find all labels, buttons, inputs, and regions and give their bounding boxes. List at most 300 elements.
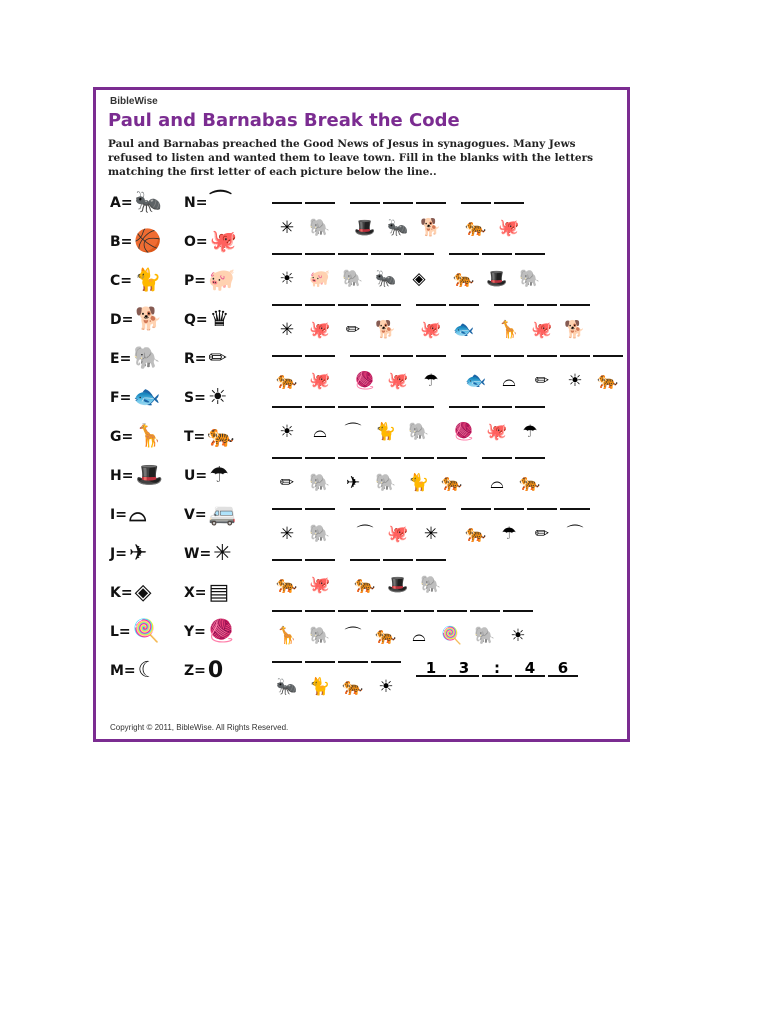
- letter-cell: [461, 508, 491, 544]
- key-label: U=: [184, 468, 208, 484]
- octopus-icon: 🐙: [420, 320, 442, 340]
- answer-blank[interactable]: [272, 406, 302, 422]
- letter-cell: [371, 457, 401, 493]
- queen-icon: ♛: [209, 307, 230, 332]
- letter-cell: [305, 355, 335, 391]
- answer-blank[interactable]: [494, 355, 524, 371]
- key-label: C=: [110, 273, 133, 289]
- letter-cell: [305, 253, 335, 289]
- answer-blank[interactable]: [371, 406, 401, 422]
- key-label: Z=: [184, 663, 206, 679]
- answer-blank[interactable]: [305, 661, 335, 677]
- key-label: F=: [110, 390, 132, 406]
- answer-blank[interactable]: [470, 610, 500, 626]
- answer-blank[interactable]: [272, 304, 302, 320]
- puzzle-row: [272, 457, 548, 493]
- answer-blank[interactable]: [560, 355, 590, 371]
- octopus-icon: 🐙: [498, 218, 520, 238]
- answer-blank[interactable]: [383, 559, 413, 575]
- spacer: [416, 677, 446, 697]
- elephant-icon: 🐘: [309, 473, 331, 493]
- answer-blank[interactable]: [494, 202, 524, 218]
- answer-blank[interactable]: [272, 457, 302, 473]
- key-x: [184, 582, 229, 604]
- verse-number: [548, 661, 578, 697]
- net-icon: ⌒: [566, 524, 584, 544]
- answer-blank[interactable]: [272, 661, 302, 677]
- answer-blank[interactable]: [272, 610, 302, 626]
- octopus-icon: 🐙: [309, 575, 331, 595]
- letter-cell: [527, 304, 557, 340]
- cat-icon: 🐈: [408, 473, 430, 493]
- sun-icon: ☀: [510, 626, 526, 646]
- answer-blank[interactable]: [494, 304, 524, 320]
- ant-icon: 🐜: [134, 190, 162, 215]
- hat-icon: 🎩: [387, 575, 409, 595]
- worksheet: [93, 87, 630, 742]
- kite-icon: ◈: [134, 580, 152, 605]
- tiger-icon: 🐅: [354, 575, 376, 595]
- puzzle-row: [272, 559, 449, 595]
- web-icon: ✳: [279, 320, 295, 340]
- tiger-icon: 🐅: [453, 269, 475, 289]
- verse-digit: 4: [515, 661, 545, 677]
- key-f: [110, 387, 161, 409]
- letter-cell: [404, 406, 434, 442]
- umbrella-icon: ☂: [423, 371, 439, 391]
- key-label: J=: [110, 546, 127, 562]
- answer-blank[interactable]: [338, 304, 368, 320]
- key-label: L=: [110, 624, 131, 640]
- elephant-icon: 🐘: [474, 626, 496, 646]
- letter-cell: [494, 508, 524, 544]
- letter-cell: [404, 610, 434, 646]
- letter-cell: [305, 508, 335, 544]
- web-icon: ✳: [279, 218, 295, 238]
- octopus-icon: 🐙: [387, 524, 409, 544]
- tiger-icon: 🐅: [597, 371, 619, 391]
- fish-icon: 🐟: [453, 320, 475, 340]
- answer-blank[interactable]: [305, 457, 335, 473]
- fish-icon: 🐟: [133, 385, 161, 410]
- van-icon: 🚐: [208, 502, 236, 527]
- answer-blank[interactable]: [305, 304, 335, 320]
- answer-blank[interactable]: [527, 355, 557, 371]
- answer-blank[interactable]: [383, 202, 413, 218]
- key-c: [110, 270, 161, 292]
- web-icon: ✳: [213, 541, 232, 566]
- tiger-icon: 🐅: [519, 473, 541, 493]
- moon-icon: ☾: [137, 658, 158, 683]
- answer-blank[interactable]: [494, 508, 524, 524]
- answer-blank[interactable]: [527, 508, 557, 524]
- puzzle-row: [272, 508, 593, 544]
- key-m: [110, 660, 157, 682]
- elephant-icon: 🐘: [375, 473, 397, 493]
- fish-icon: 🐟: [465, 371, 487, 391]
- key-j: [110, 543, 147, 565]
- letter-cell: [449, 406, 479, 442]
- key-h: [110, 465, 163, 487]
- answer-blank[interactable]: [383, 355, 413, 371]
- letter-cell: [527, 508, 557, 544]
- answer-blank[interactable]: [461, 355, 491, 371]
- hat-icon: 🎩: [486, 269, 508, 289]
- puzzle-row: [272, 202, 527, 238]
- letter-cell: [437, 610, 467, 646]
- letter-cell: [482, 253, 512, 289]
- answer-blank[interactable]: [272, 253, 302, 269]
- answer-blank[interactable]: [338, 457, 368, 473]
- elephant-icon: 🐘: [342, 269, 364, 289]
- octopus-icon: 🐙: [387, 371, 409, 391]
- dog-icon: 🐕: [375, 320, 397, 340]
- puzzle-row: [272, 355, 626, 391]
- letter-cell: [338, 253, 368, 289]
- answer-blank[interactable]: [350, 508, 380, 524]
- umbrella-icon: ☂: [501, 524, 517, 544]
- answer-blank[interactable]: [515, 406, 545, 422]
- spacer: [482, 677, 512, 697]
- elephant-icon: 🐘: [420, 575, 442, 595]
- letter-cell: [371, 253, 401, 289]
- letter-cell: [470, 610, 500, 646]
- letter-cell: [305, 406, 335, 442]
- umbrella-icon: ☂: [522, 422, 538, 442]
- answer-blank[interactable]: [527, 304, 557, 320]
- answer-blank[interactable]: [404, 457, 434, 473]
- cat-icon: 🐈: [134, 268, 162, 293]
- lollipop-icon: 🍭: [132, 619, 161, 644]
- key-b: [110, 231, 162, 253]
- pig-icon: 🐖: [309, 269, 331, 289]
- letter-cell: [383, 559, 413, 595]
- letter-cell: [338, 406, 368, 442]
- tiger-icon: 🐅: [465, 524, 487, 544]
- giraffe-icon: 🦒: [498, 320, 520, 340]
- hat-icon: 🎩: [135, 463, 163, 488]
- answer-blank[interactable]: [383, 508, 413, 524]
- key-o: [184, 231, 237, 253]
- key-label: B=: [110, 234, 133, 250]
- answer-blank[interactable]: [272, 559, 302, 575]
- igloo-icon: ⌓: [502, 371, 516, 391]
- elephant-icon: 🐘: [133, 346, 161, 371]
- answer-blank[interactable]: [272, 355, 302, 371]
- answer-blank[interactable]: [350, 202, 380, 218]
- letter-cell: [404, 253, 434, 289]
- key-label: W=: [184, 546, 212, 562]
- key-label: K=: [110, 585, 133, 601]
- octopus-icon: 🐙: [531, 320, 553, 340]
- tiger-icon: 🐅: [276, 575, 298, 595]
- puzzle-row: [272, 661, 581, 697]
- letter-cell: [515, 253, 545, 289]
- key-label: P=: [184, 273, 206, 289]
- tiger-icon: 🐅: [207, 424, 235, 449]
- answer-blank[interactable]: [350, 355, 380, 371]
- answer-blank[interactable]: [371, 610, 401, 626]
- letter-cell: [416, 355, 446, 391]
- letter-cell: [437, 457, 467, 493]
- answer-blank[interactable]: [416, 559, 446, 575]
- verse-digit: 1: [416, 661, 446, 677]
- yarn-icon: 🧶: [453, 422, 475, 442]
- letter-cell: [305, 202, 335, 238]
- answer-blank[interactable]: [461, 202, 491, 218]
- lollipop-icon: 🍭: [441, 626, 463, 646]
- answer-blank[interactable]: [482, 457, 512, 473]
- tiger-icon: 🐅: [342, 677, 364, 697]
- answer-blank[interactable]: [338, 253, 368, 269]
- igloo-icon: ⌓: [490, 473, 504, 493]
- answer-blank[interactable]: [560, 304, 590, 320]
- sun-icon: ☀: [207, 385, 228, 410]
- letter-cell: [383, 355, 413, 391]
- elephant-icon: 🐘: [309, 218, 331, 238]
- letter-cell: [305, 610, 335, 646]
- key-label: M=: [110, 663, 136, 679]
- letter-cell: [383, 202, 413, 238]
- letter-cell: [416, 508, 446, 544]
- letter-cell: [416, 202, 446, 238]
- tiger-icon: 🐅: [375, 626, 397, 646]
- answer-blank[interactable]: [560, 508, 590, 524]
- letter-cell: [272, 610, 302, 646]
- letter-cell: [461, 355, 491, 391]
- key-label: Y=: [184, 624, 206, 640]
- answer-blank[interactable]: [449, 304, 479, 320]
- answer-blank[interactable]: [371, 253, 401, 269]
- key-e: [110, 348, 161, 370]
- verse-number: [449, 661, 479, 697]
- answer-blank[interactable]: [305, 559, 335, 575]
- answer-blank[interactable]: [404, 253, 434, 269]
- spacer: [515, 677, 545, 697]
- igloo-icon: ⌓: [412, 626, 426, 646]
- giraffe-icon: 🦒: [135, 424, 163, 449]
- letter-cell: [338, 457, 368, 493]
- net-icon: ⌒: [344, 626, 362, 646]
- letter-cell: [515, 457, 545, 493]
- answer-blank[interactable]: [503, 610, 533, 626]
- letter-cell: [560, 304, 590, 340]
- octopus-icon: 🐙: [486, 422, 508, 442]
- verse-number: [515, 661, 545, 697]
- verse-digit: 3: [449, 661, 479, 677]
- answer-blank[interactable]: [305, 508, 335, 524]
- letter-cell: [416, 559, 446, 595]
- letter-cell: [560, 355, 590, 391]
- verse-digit: 6: [548, 661, 578, 677]
- key-i: [110, 504, 146, 526]
- octopus-icon: 🐙: [309, 371, 331, 391]
- answer-blank[interactable]: [515, 457, 545, 473]
- puzzle-row: [272, 304, 593, 340]
- net-icon: ⌒: [344, 422, 362, 442]
- answer-blank[interactable]: [272, 508, 302, 524]
- answer-blank[interactable]: [272, 202, 302, 218]
- letter-cell: [350, 508, 380, 544]
- page-title: Paul and Barnabas Break the Code: [108, 110, 460, 131]
- answer-blank[interactable]: [437, 457, 467, 473]
- ant-icon: 🐜: [387, 218, 409, 238]
- letter-cell: [371, 610, 401, 646]
- copyright: Copyright © 2011, BibleWise. All Rights Reserved.: [110, 723, 289, 732]
- verse-digit: :: [482, 661, 512, 677]
- key-a: [110, 192, 162, 214]
- answer-blank[interactable]: [305, 355, 335, 371]
- key-label: X=: [184, 585, 207, 601]
- jet-icon: ✈: [128, 541, 148, 566]
- crayon-icon: ✏: [534, 524, 550, 544]
- sun-icon: ☀: [279, 269, 295, 289]
- letter-cell: [503, 610, 533, 646]
- answer-blank[interactable]: [416, 304, 446, 320]
- letter-cell: [350, 202, 380, 238]
- key-label: V=: [184, 507, 207, 523]
- answer-blank[interactable]: [404, 406, 434, 422]
- verse-number: [482, 661, 512, 697]
- answer-blank[interactable]: [482, 253, 512, 269]
- igloo-icon: ⌓: [128, 502, 147, 527]
- answer-blank[interactable]: [437, 610, 467, 626]
- key-w: [184, 543, 232, 565]
- answer-blank[interactable]: [305, 406, 335, 422]
- sun-icon: ☀: [279, 422, 295, 442]
- key-label: O=: [184, 234, 208, 250]
- answer-blank[interactable]: [449, 406, 479, 422]
- answer-blank[interactable]: [350, 559, 380, 575]
- answer-blank[interactable]: [371, 661, 401, 677]
- key-d: [110, 309, 163, 331]
- elephant-icon: 🐘: [519, 269, 541, 289]
- letter-cell: [272, 355, 302, 391]
- umbrella-icon: ☂: [209, 463, 229, 488]
- answer-blank[interactable]: [416, 508, 446, 524]
- letter-cell: [461, 202, 491, 238]
- letter-cell: [593, 355, 623, 391]
- key-label: A=: [110, 195, 133, 211]
- answer-blank[interactable]: [515, 253, 545, 269]
- answer-blank[interactable]: [416, 202, 446, 218]
- answer-blank[interactable]: [416, 355, 446, 371]
- tiger-icon: 🐅: [465, 218, 487, 238]
- answer-blank[interactable]: [482, 406, 512, 422]
- letter-cell: [338, 661, 368, 697]
- key-label: I=: [110, 507, 127, 523]
- letter-cell: [305, 457, 335, 493]
- jet-icon: ✈: [345, 473, 361, 493]
- key-l: [110, 621, 160, 643]
- letter-cell: [371, 661, 401, 697]
- yarn-icon: 🧶: [354, 371, 376, 391]
- letter-cell: [272, 304, 302, 340]
- letter-cell: [305, 559, 335, 595]
- puzzle-row: [272, 253, 548, 289]
- letter-cell: [272, 508, 302, 544]
- answer-blank[interactable]: [461, 508, 491, 524]
- letter-cell: [350, 355, 380, 391]
- answer-blank[interactable]: [338, 610, 368, 626]
- letter-cell: [560, 508, 590, 544]
- kite-icon: ◈: [412, 269, 426, 289]
- answer-blank[interactable]: [593, 355, 623, 371]
- giraffe-icon: 🦒: [276, 626, 298, 646]
- key-s: [184, 387, 228, 409]
- answer-blank[interactable]: [371, 304, 401, 320]
- answer-blank[interactable]: [338, 406, 368, 422]
- answer-blank[interactable]: [305, 202, 335, 218]
- crayon-icon: ✏: [534, 371, 550, 391]
- key-label: G=: [110, 429, 134, 445]
- letter-cell: [383, 508, 413, 544]
- letter-cell: [272, 253, 302, 289]
- dog-icon: 🐕: [135, 307, 163, 332]
- hat-icon: 🎩: [354, 218, 376, 238]
- key-label: S=: [184, 390, 206, 406]
- letter-cell: [482, 406, 512, 442]
- letter-cell: [272, 406, 302, 442]
- answer-blank[interactable]: [305, 253, 335, 269]
- letter-cell: [494, 202, 524, 238]
- xylophone-icon: ▤: [208, 580, 230, 605]
- net-icon: ⌒: [209, 190, 232, 215]
- letter-cell: [494, 304, 524, 340]
- letter-cell: [449, 304, 479, 340]
- answer-blank[interactable]: [404, 610, 434, 626]
- elephant-icon: 🐘: [408, 422, 430, 442]
- crayon-icon: ✏: [279, 473, 295, 493]
- letter-cell: [272, 661, 302, 697]
- key-label: D=: [110, 312, 134, 328]
- key-label: T=: [184, 429, 206, 445]
- key-q: [184, 309, 229, 331]
- key-n: [184, 192, 231, 214]
- basketball-icon: 🏀: [134, 229, 162, 254]
- spacer: [449, 677, 479, 697]
- answer-blank[interactable]: [371, 457, 401, 473]
- dog-icon: 🐕: [564, 320, 586, 340]
- key-y: [184, 621, 235, 643]
- key-label: H=: [110, 468, 134, 484]
- dog-icon: 🐕: [420, 218, 442, 238]
- ant-icon: 🐜: [375, 269, 397, 289]
- puzzle-row: [272, 406, 548, 442]
- letter-cell: [527, 355, 557, 391]
- letter-cell: [305, 304, 335, 340]
- answer-blank[interactable]: [449, 253, 479, 269]
- letter-cell: [305, 661, 335, 697]
- tiger-icon: 🐅: [276, 371, 298, 391]
- letter-cell: [404, 457, 434, 493]
- key-v: [184, 504, 236, 526]
- letter-cell: [482, 457, 512, 493]
- igloo-icon: ⌓: [313, 422, 327, 442]
- yarn-icon: 🧶: [207, 619, 236, 644]
- pig-icon: 🐖: [208, 268, 236, 293]
- letter-cell: [371, 304, 401, 340]
- answer-blank[interactable]: [305, 610, 335, 626]
- answer-blank[interactable]: [338, 661, 368, 677]
- key-label: E=: [110, 351, 132, 367]
- letter-cell: [338, 610, 368, 646]
- verse-number: [416, 661, 446, 697]
- letter-cell: [515, 406, 545, 442]
- crayon-icon: ✏: [345, 320, 361, 340]
- net-icon: ⌒: [356, 524, 374, 544]
- letter-cell: [416, 304, 446, 340]
